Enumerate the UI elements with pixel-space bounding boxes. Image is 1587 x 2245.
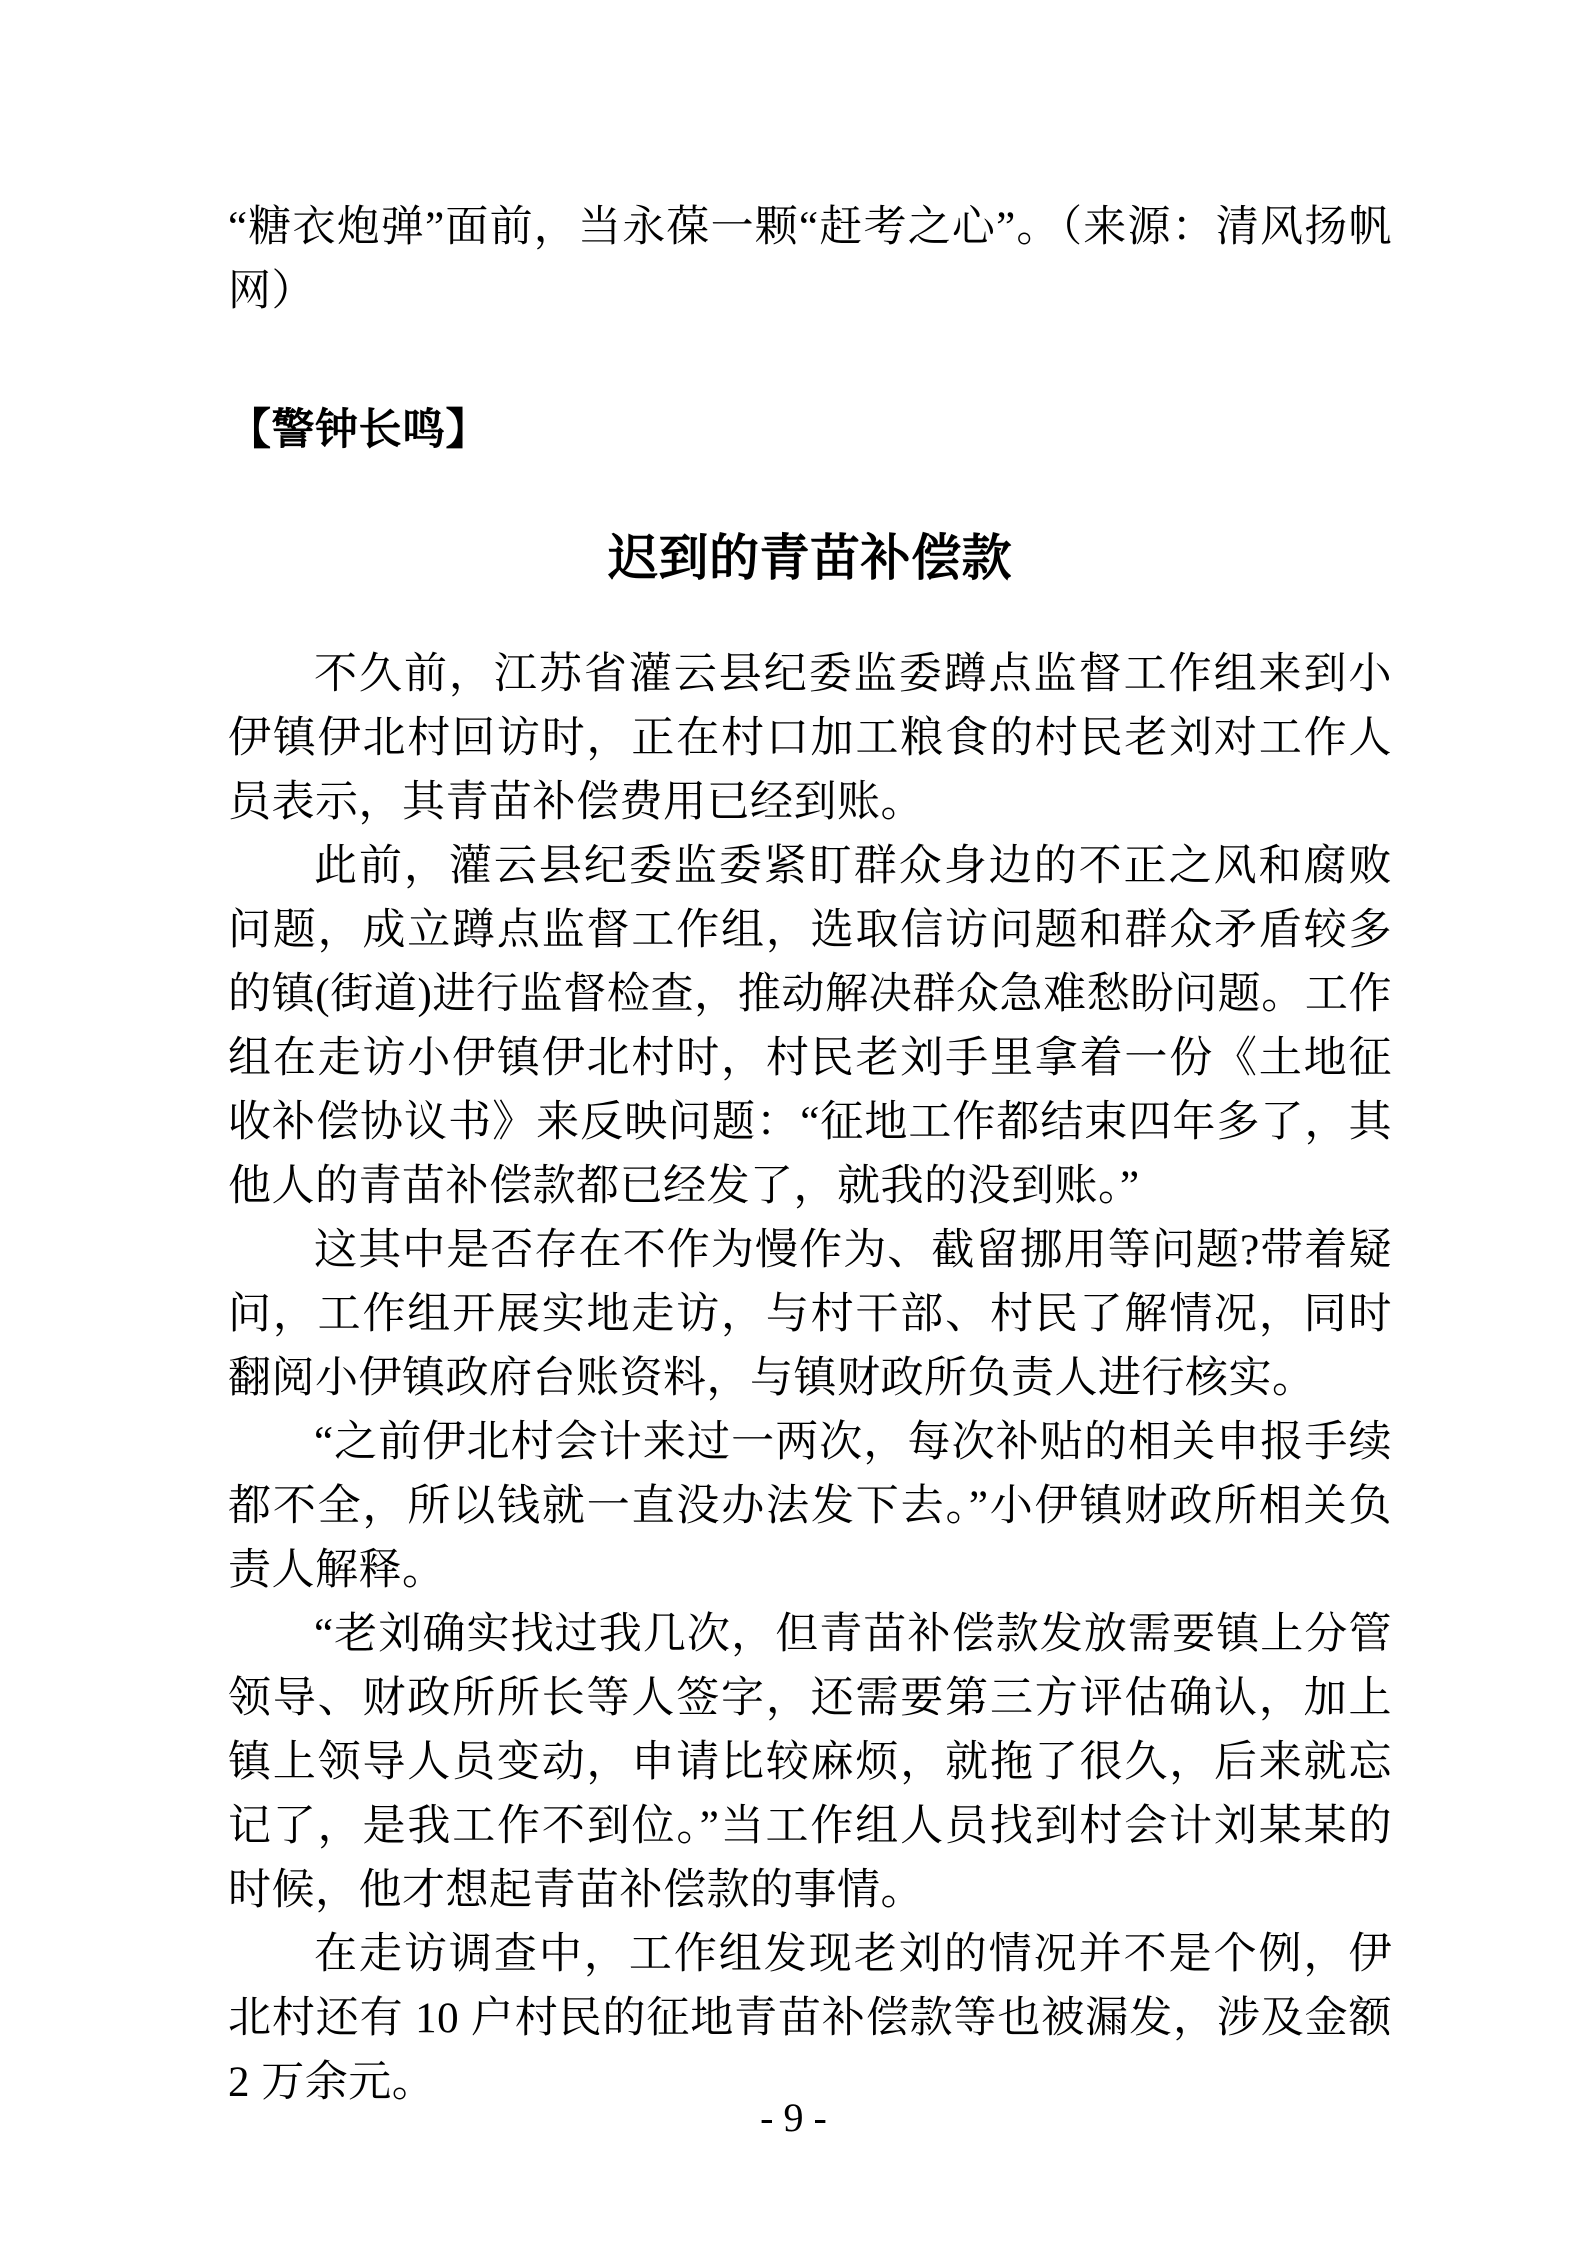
body-paragraph: “之前伊北村会计来过一两次，每次补贴的相关申报手续都不全，所以钱就一直没办法发下去。”小伊镇财政所相关负责人解释。 (228, 1419, 1392, 1594)
body-paragraph: 在走访调查中，工作组发现老刘的情况并不是个例，伊北村还有 10 户村民的征地青苗补偿款等也被漏发，涉及金额 2 万余元。 (228, 1931, 1392, 2106)
page-number: - 9 - (760, 2095, 827, 2140)
article-title: 迟到的青苗补偿款 (608, 530, 1012, 586)
body-paragraph: 不久前，江苏省灌云县纪委监委蹲点监督工作组来到小伊镇伊北村回访时，正在村口加工粮食的村民老刘对工作人员表示，其青苗补偿费用已经到账。 (228, 651, 1392, 826)
continuation-paragraph: “糖衣炮弹”面前，当永葆一颗“赶考之心”。（来源：清风扬帆网） (228, 204, 1392, 315)
body-paragraph: “老刘确实找过我几次，但青苗补偿款发放需要镇上分管领导、财政所所长等人签字，还需要第三方评估确认，加上镇上领导人员变动，申请比较麻烦，就拖了很久，后来就忘记了，是我工作不到位。”当工作组人员找到村会计刘某某的时候，他才想起青苗补偿款的事情。 (228, 1611, 1392, 1914)
body-paragraph: 此前，灌云县纪委监委紧盯群众身边的不正之风和腐败问题，成立蹲点监督工作组，选取信访问题和群众矛盾较多的镇(街道)进行监督检查，推动解决群众急难愁盼问题。工作组在走访小伊镇伊北村时，村民老刘手里拿着一份《土地征收补偿协议书》来反映问题：“征地工作都结束四年多了，其他人的青苗补偿款都已经发了，就我的没到账。” (228, 843, 1392, 1210)
page-footer (0, 2086, 1587, 2150)
section-header: 【警钟长鸣】 (228, 406, 489, 454)
page-content (228, 196, 1392, 2115)
body-paragraph: 这其中是否存在不作为慢作为、截留挪用等问题?带着疑问，工作组开展实地走访，与村干部、村民了解情况，同时翻阅小伊镇政府台账资料，与镇财政所负责人进行核实。 (228, 1227, 1392, 1402)
